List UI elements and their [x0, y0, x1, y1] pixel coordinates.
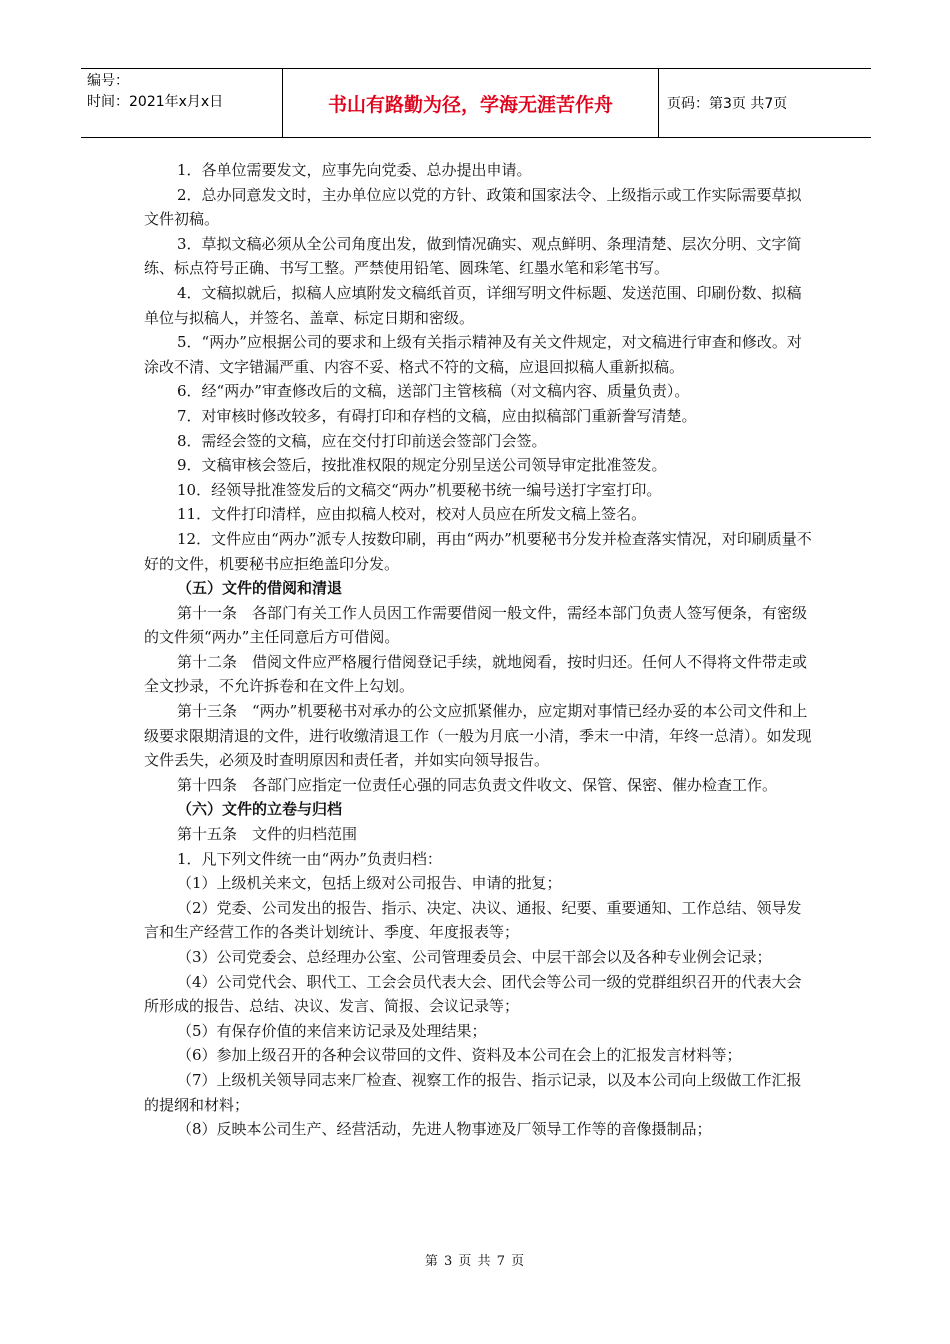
body-paragraph: （3）公司党委会、总经理办公室、公司管理委员会、中层干部会以及各种专业例会记录；	[177, 948, 772, 966]
body-paragraph: 第十四条 各部门应指定一位责任心强的同志负责文件收文、保管、保密、催办检查工作。	[177, 775, 778, 794]
body-paragraph: 6．经“两办”审查修改后的文稿，送部门主管核稿（对文稿内容、质量负责）。	[177, 382, 690, 401]
section-heading: （五）文件的借阅和清退	[177, 579, 343, 598]
header-page-info: 页码：第3页 共7页	[667, 96, 788, 112]
body-paragraph: （8）反映本公司生产、经营活动，先进人物事迹及厂领导工作等的音像摄制品；	[177, 1120, 712, 1139]
body-paragraph: （2）党委、公司发出的报告、指示、决定、决议、通报、纪要、重要通知、工作总结、领导发言和生产经营工作的各类计划统计、季度、年度报表等；	[144, 898, 802, 942]
body-paragraph: 9．文稿审核会签后，按批准权限的规定分别呈送公司领导审定批准签发。	[177, 456, 667, 475]
body-paragraph: 8．需经会签的文稿，应在交付打印前送会签部门会签。	[177, 431, 547, 450]
body-paragraph: （6）参加上级召开的各种会议带回的文件、资料及本公司在会上的汇报发言材料等；	[177, 1046, 742, 1065]
header-meta-cell	[81, 69, 283, 137]
body-paragraph: 10．经领导批准签发后的文稿交“两办”机要秘书统一编号送打字室打印。	[177, 480, 662, 499]
document-number-label: 编号：	[87, 73, 129, 89]
page-header	[81, 68, 871, 138]
document-time-label: 时间：2021年x月x日	[87, 94, 224, 110]
body-paragraph: （7）上级机关领导同志来厂检查、视察工作的报告、指示记录，以及本公司向上级做工作汇报的提纲和材料；	[144, 1070, 802, 1114]
section-heading: （六）文件的立卷与归档	[177, 800, 343, 819]
body-paragraph: 3．草拟文稿必须从全公司角度出发，做到情况确实、观点鲜明、条理清楚、层次分明、文字简练、标点符号正确、书写工整。严禁使用铅笔、圆珠笔、红墨水笔和彩笔书写。	[144, 234, 802, 278]
body-paragraph: （5）有保存价值的来信来访记录及处理结果；	[177, 1021, 487, 1040]
body-paragraph: 1．各单位需要发文，应事先向党委、总办提出申请。	[177, 161, 532, 179]
body-paragraph: （1）上级机关来文，包括上级对公司报告、申请的批复；	[177, 874, 562, 893]
body-paragraph: 5．“两办”应根据公司的要求和上级有关指示精神及有关文件规定，对文稿进行审查和修改。对涂改不清、文字错漏严重、内容不妥、格式不符的文稿，应退回拟稿人重新拟稿。	[144, 333, 802, 376]
body-paragraph: 第十五条 文件的归档范围	[177, 825, 358, 844]
body-paragraph: 4．文稿拟就后，拟稿人应填附发文稿纸首页，详细写明文件标题、发送范围、印刷份数、拟稿单位与拟稿人，并签名、盖章、标定日期和密级。	[144, 283, 802, 327]
body-paragraph: 7．对审核时修改较多，有碍打印和存档的文稿，应由拟稿部门重新誊写清楚。	[177, 406, 697, 425]
body-paragraph: 第十一条 各部门有关工作人员因工作需要借阅一般文件，需经本部门负责人签写便条，有密级的文件须“两办”主任同意后方可借阅。	[144, 603, 808, 647]
document-body	[144, 158, 812, 1142]
header-motto: 书山有路勤为径，学海无涯苦作舟	[283, 69, 659, 137]
body-paragraph: （4）公司党代会、职代工、工会会员代表大会、团代会等公司一级的党群组织召开的代表大会所形成的报告、总结、决议、发言、简报、会议记录等；	[144, 972, 802, 1016]
body-paragraph: 11．文件打印清样，应由拟稿人校对，校对人员应在所发文稿上签名。	[177, 505, 647, 524]
body-paragraph: 2．总办同意发文时，主办单位应以党的方针、政策和国家法令、上级指示或工作实际需要草拟文件初稿。	[144, 185, 802, 229]
body-paragraph: 12．文件应由“两办”派专人按数印刷，再由“两办”机要秘书分发并检查落实情况，对印刷质量不好的文件，机要秘书应拒绝盖印分发。	[144, 529, 812, 573]
page-footer: 第 3 页 共 7 页	[424, 1254, 526, 1269]
body-paragraph: 第十二条 借阅文件应严格履行借阅登记手续，就地阅看，按时归还。任何人不得将文件带走或全文抄录，不允许拆卷和在文件上勾划。	[144, 652, 808, 696]
body-paragraph: 1．凡下列文件统一由“两办”负责归档：	[177, 849, 442, 868]
body-paragraph: 第十三条 “两办”机要秘书对承办的公文应抓紧催办，应定期对事情已经办妥的本公司文件和上级要求限期清退的文件，进行收缴清退工作（一般为月底一小清，季末一中清，年终一总清）。如发现文件丢失，必须及时查明原因和责任者，并如实向领导报告。	[144, 702, 812, 770]
